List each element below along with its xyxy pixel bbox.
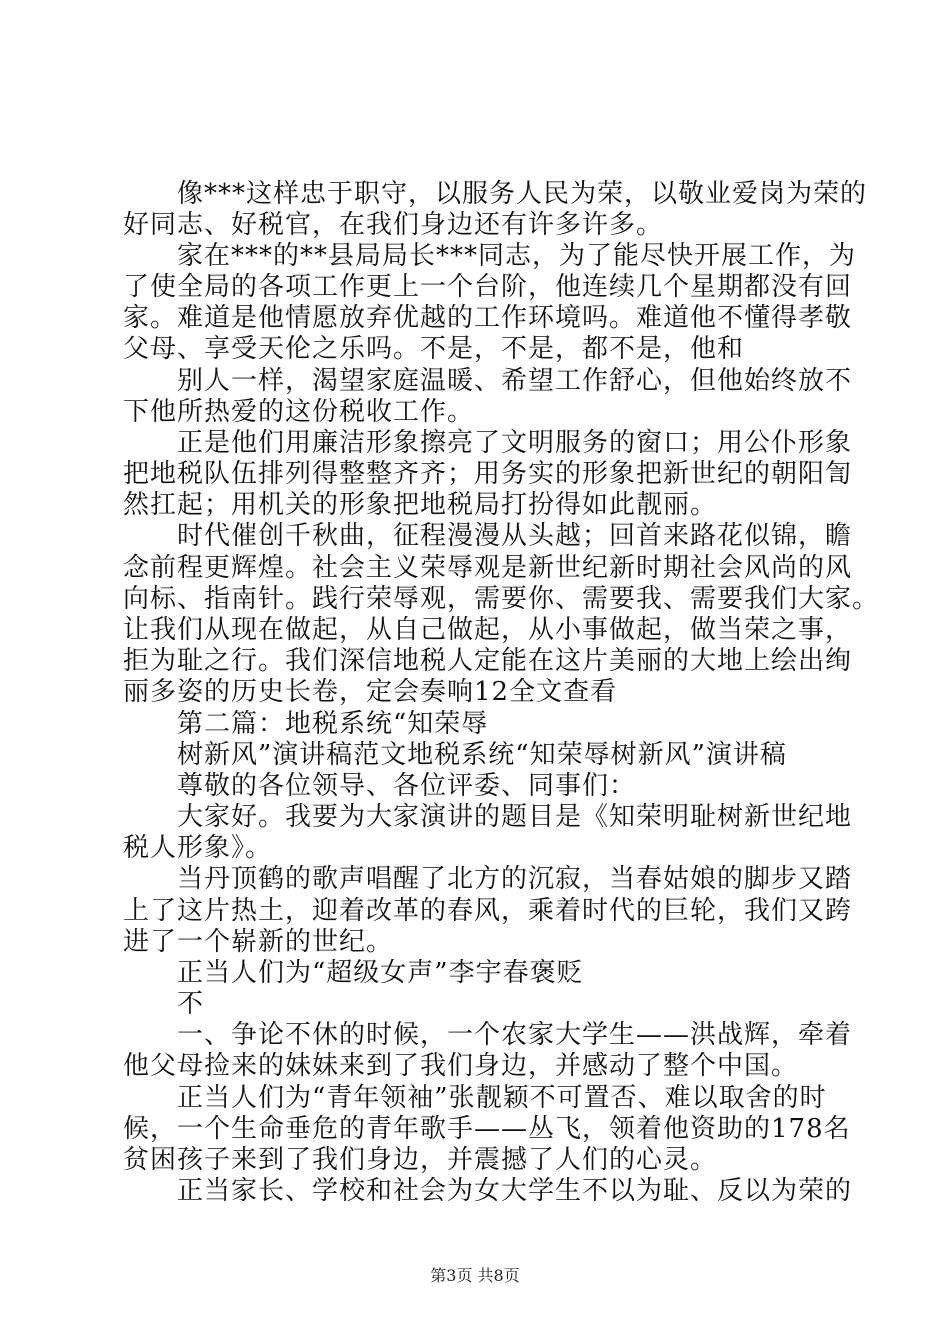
text-line: 拒为耻之行。我们深信地税人定能在这片美丽的大地上绘出绚 — [123, 646, 853, 676]
text-line: 他父母捡来的妹妹来到了我们身边，并感动了整个中国。 — [123, 1051, 799, 1081]
text-line: 候，一个生命垂危的青年歌手——丛飞，领着他资助的178名 — [123, 1114, 851, 1144]
text-line: 不 — [177, 989, 205, 1019]
text-line: 正当人们为“超级女声”李宇春褒贬 — [177, 958, 584, 988]
text-line: 时代催创千秋曲，征程漫漫从头越；回首来路花似锦，瞻 — [177, 521, 853, 551]
text-line: 家在***的**县局局长***同志，为了能尽快开展工作，为 — [177, 241, 857, 271]
text-line: 正当人们为“青年领袖”张靓颖不可置否、难以取舍的时 — [177, 1083, 827, 1113]
text-line: 父母、享受天伦之乐吗。不是，不是，都不是，他和 — [123, 334, 745, 364]
text-line: 丽多姿的历史长卷，定会奏响12全文查看 — [123, 677, 618, 707]
text-line: 然扛起；用机关的形象把地税局打扮得如此靓丽。 — [123, 490, 718, 520]
text-line: 税人形象》。 — [123, 833, 273, 863]
text-line: 大家好。我要为大家演讲的题目是《知荣明耻树新世纪地 — [177, 802, 853, 832]
text-line: 进了一个崭新的世纪。 — [123, 927, 394, 957]
text-line: 尊敬的各位领导、各位评委、同事们： — [177, 771, 637, 801]
text-line: 下他所热爱的这份税收工作。 — [123, 397, 475, 427]
page-number-footer: 第3页 共8页 — [430, 1266, 520, 1285]
text-line: 正当家长、学校和社会为女大学生不以为耻、反以为荣的 — [177, 1176, 853, 1206]
text-line: 让我们从现在做起，从自己做起，从小事做起，做当荣之事， — [123, 615, 853, 645]
text-line: 正是他们用廉洁形象擦亮了文明服务的窗口；用公仆形象 — [177, 428, 853, 458]
text-line: 当丹顶鹤的歌声唱醒了北方的沉寂，当春姑娘的脚步又踏 — [177, 864, 853, 894]
text-line: 像***这样忠于职守，以服务人民为荣，以敬业爱岗为荣的 — [177, 179, 868, 209]
text-line: 把地税队伍排列得整整齐齐；用务实的形象把新世纪的朝阳訇 — [123, 459, 853, 489]
text-line: 别人一样，渴望家庭温暖、希望工作舒心，但他始终放不 — [177, 366, 853, 396]
text-line: 好同志、好税官，在我们身边还有许多许多。 — [123, 210, 664, 240]
text-line: 贫困孩子来到了我们身边，并震撼了人们的心灵。 — [123, 1145, 718, 1175]
text-line: 上了这片热土，迎着改革的春风，乘着时代的巨轮，我们又跨 — [123, 896, 853, 926]
text-line: 家。难道是他情愿放弃优越的工作环境吗。难道他不懂得孝敬 — [123, 303, 853, 333]
section-heading: 第二篇：地税系统“知荣辱 — [177, 709, 489, 739]
text-line: 一、争论不休的时候，一个农家大学生——洪战辉，牵着 — [177, 1020, 853, 1050]
text-line: 向标、指南针。践行荣辱观，需要你、需要我、需要我们大家。 — [123, 584, 880, 614]
section-heading: 树新风”演讲稿范文地税系统“知荣辱树新风”演讲稿 — [177, 740, 787, 770]
text-line: 了使全局的各项工作更上一个台阶，他连续几个星期都没有回 — [123, 272, 853, 302]
text-line: 念前程更辉煌。社会主义荣辱观是新世纪新时期社会风尚的风 — [123, 553, 853, 583]
